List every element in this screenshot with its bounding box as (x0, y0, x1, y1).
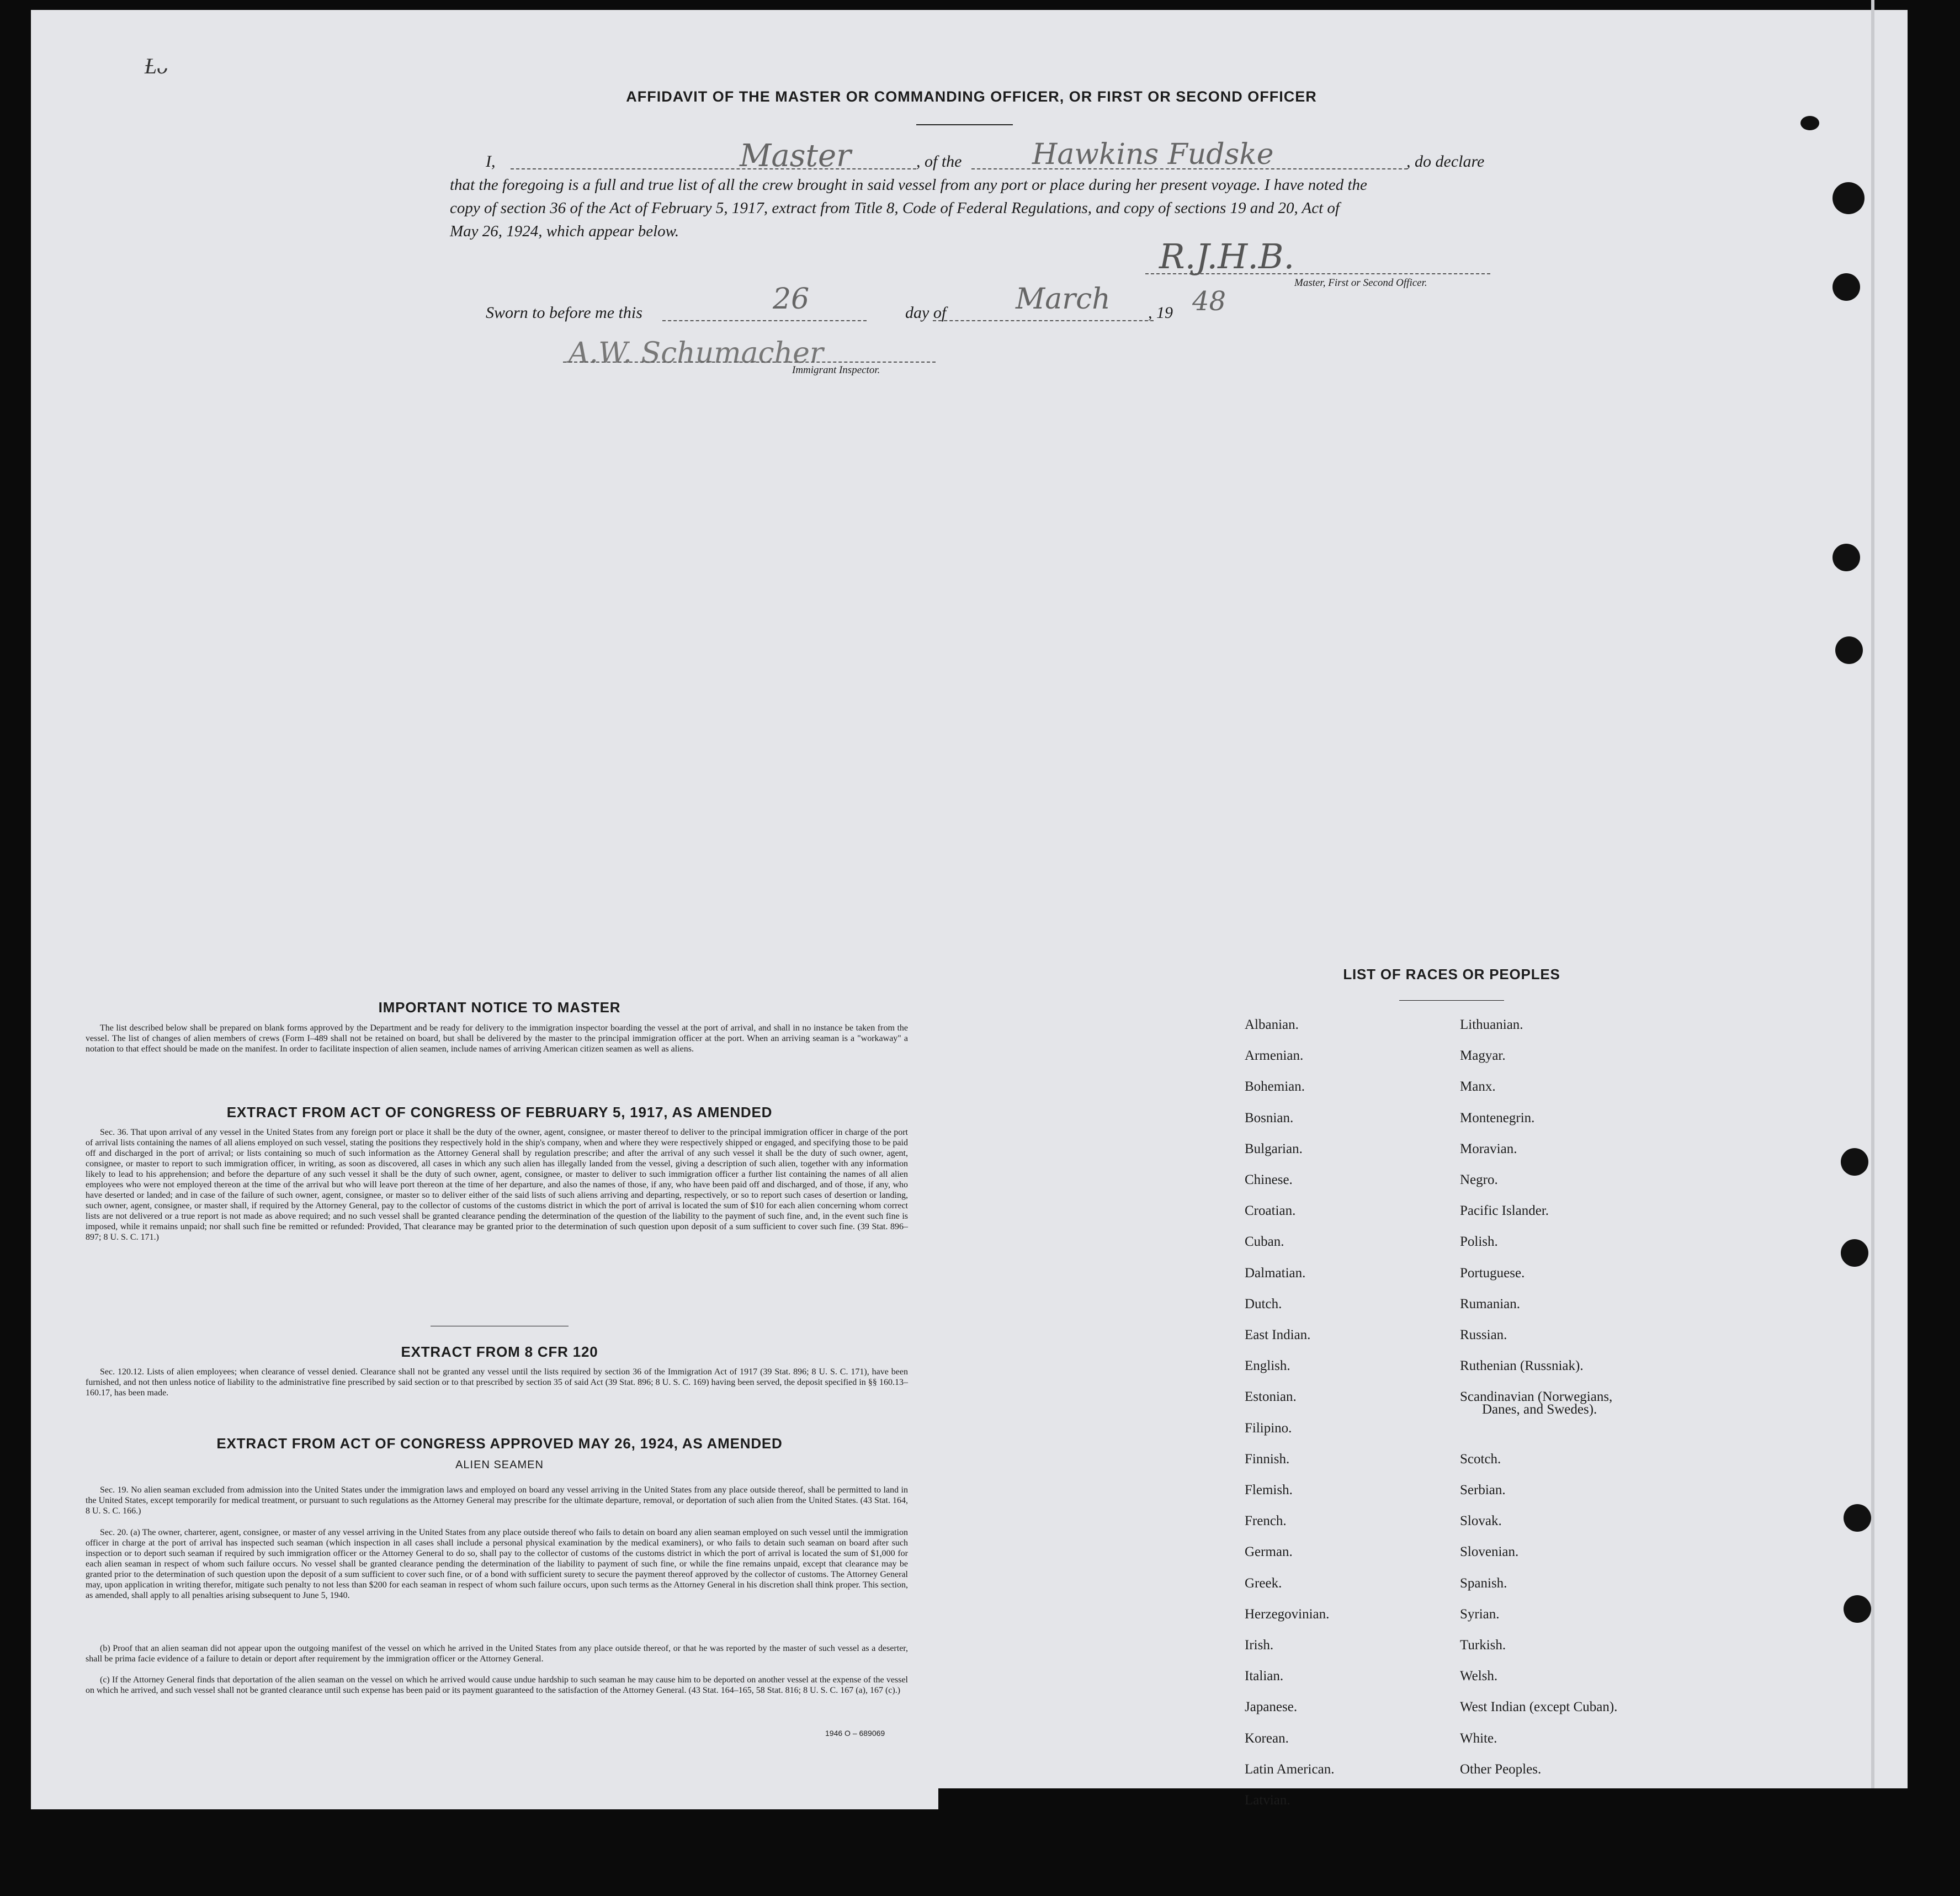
race-item: Serbian. (1460, 1483, 1506, 1497)
binder-hole (1844, 1504, 1871, 1532)
binder-hole (1841, 1148, 1868, 1176)
race-item: Italian. (1245, 1669, 1284, 1684)
of-the-label: , of the (916, 152, 962, 171)
race-item: Korean. (1245, 1730, 1289, 1746)
extract-cfr-title: EXTRACT FROM 8 CFR 120 (401, 1343, 598, 1360)
sworn-day: 26 (773, 283, 810, 316)
race-item: Slovak. (1460, 1513, 1502, 1529)
race-item: Albanian. (1245, 1017, 1299, 1032)
notice-title: IMPORTANT NOTICE TO MASTER (378, 999, 621, 1016)
race-item: East Indian. (1245, 1327, 1311, 1342)
race-item: Greek. (1245, 1575, 1282, 1591)
affidavit-line-2: that the foregoing is a full and true list of all the crew brought in said vessel from any port or place during her present voyage. I have noted the (450, 176, 1367, 194)
corner-pencil-mark: Ƚᴗ (145, 54, 168, 78)
rank-handwritten: Master (740, 138, 851, 174)
race-item: French. (1245, 1513, 1287, 1529)
page-bottom-tear (938, 1788, 1921, 1838)
race-item: Portuguese. (1460, 1265, 1525, 1281)
race-item: Dutch. (1245, 1296, 1282, 1311)
binder-hole (1835, 636, 1863, 664)
race-item: Slovenian. (1460, 1544, 1519, 1560)
inspector-label: Immigrant Inspector. (792, 364, 880, 376)
affidavit-title: AFFIDAVIT OF THE MASTER OR COMMANDING OFFICER, OR FIRST OR SECOND OFFICER (626, 88, 1317, 105)
affidavit-line-4: May 26, 1924, which appear below. (450, 222, 679, 240)
race-item: Spanish. (1460, 1575, 1507, 1591)
race-item: Scotch. (1460, 1451, 1501, 1467)
inspector-signature-line (563, 362, 936, 363)
binder-hole (1841, 1239, 1868, 1267)
year-prefix: , 19 (1148, 304, 1173, 322)
race-item: Montenegrin. (1460, 1110, 1535, 1125)
race-item: Estonian. (1245, 1389, 1297, 1405)
race-item: Polish. (1460, 1234, 1498, 1250)
race-item: Filipino. (1245, 1420, 1292, 1436)
notice-text: The list described below shall be prepared on blank forms approved by the Department and be ready for delivery to the immigration inspector boarding the vessel at the port of arrival, and shall in no instance be taken from the vessel. The list of changes of alien members of crews (Form I–489 shall not be retained on board, but shall be delivered by the master to the principal immigration officer at the port. When an arriving seaman is a "workaway" a notation to that effect should be made on the manifest. In order to facilitate inspection of alien seamen, include names of arriving American citizen seamen as well as aliens. (86, 1023, 908, 1054)
race-item: Chinese. (1245, 1172, 1293, 1187)
race-item: Turkish. (1460, 1638, 1506, 1653)
affidavit-line-1 (486, 150, 1490, 173)
officer-signature-line (1145, 273, 1490, 274)
affidavit-line-3: copy of section 36 of the Act of February 5, 1917, extract from Title 8, Code of Federal Regulations, and copy of sections 19 and 20, Act of (450, 199, 1340, 217)
race-item: West Indian (except Cuban). (1460, 1700, 1618, 1715)
race-item: Irish. (1245, 1638, 1274, 1653)
race-item: Armenian. (1245, 1048, 1304, 1064)
extract-1924-title: EXTRACT FROM ACT OF CONGRESS APPROVED MAY 26, 1924, AS AMENDED (216, 1435, 783, 1452)
race-item: Latin American. (1245, 1761, 1335, 1777)
race-item: Other Peoples. (1460, 1761, 1542, 1777)
race-item: White. (1460, 1730, 1497, 1746)
race-item: Flemish. (1245, 1483, 1293, 1497)
race-item: Negro. (1460, 1172, 1498, 1187)
binder-hole (1832, 544, 1860, 571)
race-item: Welsh. (1460, 1669, 1498, 1684)
extract-1917-text: Sec. 36. That upon arrival of any vessel in the United States from any foreign port or place it shall be the duty of the owner, agent, consignee, or master thereof to deliver to the principal immigration officer in charge of the port of arrival lists containing the names of all aliens employed on such vessel, stating the positions they respectively hold in the ship's company, when and where they were respectively shipped or engaged, and specifying those to be paid off and discharged in the port of arrival; or lists containing so much of such information as the Attorney General shall by regulation prescribe; and after the arrival of any such vessel it shall be the duty of such owner, agent, consignee, or master to report to such immigration officer, in writing, as soon as discovered, all cases in which any such alien has illegally landed from the vessel, giving a description of such alien, together with any information likely to lead to his apprehension; and before the departure of any such vessel it shall be the duty of such owner, agent, consignee, or master to deliver to such immigration officer a further list containing the names of all alien employees who were not employed thereon at the time of the arrival but who will leave port thereon at the time of her departure, and also the names of those, if any, who have been paid off and discharged, and of those, if any, who have deserted or landed; and in case of the failure of such owner, agent, consignee, or master so to deliver either of the said lists of such aliens arriving and departing, respectively, or so to report such cases of desertion or landing, such owner, agent, consignee, or master shall, if required by the Attorney General, pay to the collector of customs of the customs district in which the port of arrival is located the sum of $10 for each alien concerning whom correct lists are not delivered or a true report is not made as above required; and no such vessel shall be granted clearance pending the determination of the question of the liability to the payment of such fine, and, in the event such fine is imposed, while it remains unpaid; nor shall such fine be remitted or refunded: Provided, That clearance may be granted prior to the determination of such question upon deposit of a sum sufficient to cover such fine. (39 Stat. 896–897; 8 U. S. C. 171.) (86, 1128, 908, 1242)
binder-hole (1832, 182, 1865, 214)
race-item: Manx. (1460, 1079, 1496, 1095)
sworn-month: March (1016, 283, 1111, 316)
race-item: Magyar. (1460, 1048, 1506, 1064)
race-item: Pacific Islander. (1460, 1203, 1549, 1219)
officer-label: Master, First or Second Officer. (1294, 277, 1427, 289)
races-title: LIST OF RACES OR PEOPLES (1343, 966, 1560, 982)
do-declare-label: , do declare (1406, 152, 1485, 171)
sec20b-text: (b) Proof that an alien seaman did not appear upon the outgoing manifest of the vessel on which he arrived in the United States from any place outside thereof, or that he was reported by the master of such vessel as a deserter, shall be prima facie evidence of a failure to detain or deport after requirement by the immigration officer or the Attorney General. (86, 1644, 908, 1664)
race-scandinavian-cont: Danes, and Swedes). (1482, 1402, 1597, 1417)
day-of-label: day of (905, 304, 947, 322)
race-item: German. (1245, 1544, 1293, 1560)
race-item: Japanese. (1245, 1700, 1298, 1715)
race-item: English. (1245, 1358, 1290, 1374)
binder-hole (1800, 116, 1819, 130)
vessel-handwritten: Hawkins Fudske (1032, 138, 1274, 171)
race-item: Scandinavian (Norwegians, (1460, 1389, 1613, 1405)
sec19-text: Sec. 19. No alien seaman excluded from admission into the United States under the immigration laws and employed on board any vessel arriving in the United States from any place outside thereof, shall be permitted to land in the United States, except temporarily for medical treatment, or pursuant to such regulations as the Attorney General may prescribe for the ultimate departure, removal, or deportation of such alien from the United States. (43 Stat. 164, 8 U. S. C. 166.) (86, 1485, 908, 1516)
race-item: Herzegovinian. (1245, 1606, 1330, 1622)
sworn-prefix: Sworn to before me this (486, 304, 642, 322)
races-divider (1399, 1000, 1504, 1001)
race-item: Croatian. (1245, 1203, 1296, 1219)
race-item: Latvian. (1245, 1793, 1290, 1808)
sec20a-text: Sec. 20. (a) The owner, charterer, agent, consignee, or master of any vessel arriving in the United States from any place outside thereof who fails to detain on board any alien seaman employed on such vessel until the immigration officer in charge at the port of arrival has inspected such seaman (which inspection in all cases shall include a personal physical examination by the medical examiners), or who fails to detain such seaman on board after such inspection or to deport such seaman if required by such immigration officer or the Attorney General to do so, shall pay to the collector of customs of the customs district in which the port of arrival is located the sum of $1,000 for each alien seaman in respect of whom such failure occurs. No vessel shall be granted clearance pending the determination of the liability to payment of such fine, or while the fine remains unpaid, except that clearance may be granted prior to the determination of such question upon the deposit of a sum sufficient to cover such fine, or of a bond with sufficient surety to secure the payment thereof approved by the collector of customs. The Attorney General may, upon application in writing therefor, mitigate such penalty to not less than $200 for each seaman in respect of whom such failure occurs, upon such terms as the Attorney General in his discretion shall think proper. This section, as amended, shall apply to all penalties arising subsequent to June 5, 1940. (86, 1528, 908, 1600)
race-item: Rumanian. (1460, 1296, 1521, 1311)
race-item: Bulgarian. (1245, 1141, 1303, 1156)
race-item: Lithuanian. (1460, 1017, 1523, 1032)
officer-signature: R.J.H.B. (1159, 236, 1295, 277)
i-prefix: I, (486, 152, 496, 171)
binder-hole (1844, 1595, 1871, 1623)
extract-1917-title: EXTRACT FROM ACT OF CONGRESS OF FEBRUARY 5, 1917, AS AMENDED (226, 1104, 773, 1120)
race-item: Bosnian. (1245, 1110, 1294, 1125)
race-item: Ruthenian (Russniak). (1460, 1358, 1584, 1374)
race-item: Cuban. (1245, 1234, 1284, 1250)
title-divider (916, 124, 1013, 125)
print-code: 1946 O – 689069 (825, 1729, 885, 1738)
page-edge-fold (1871, 0, 1874, 1810)
race-item: Dalmatian. (1245, 1265, 1306, 1281)
race-item: Syrian. (1460, 1606, 1500, 1622)
year-handwritten: 48 (1192, 286, 1226, 317)
inspector-signature: A.W. Schumacher (569, 337, 824, 370)
binder-hole (1832, 273, 1860, 301)
sec20c-text: (c) If the Attorney General finds that deportation of the alien seaman on the vessel on which he arrived would cause undue hardship to such seaman he may cause him to be deported on another vessel at the expense of the vessel on which he arrived, and such vessel shall not be granted clearance until such expense has been paid or its payment guaranteed to the satisfaction of the Attorney General. (43 Stat. 164–165, 58 Stat. 816; 8 U. S. C. 167 (a), 167 (c).) (86, 1675, 908, 1695)
day-field-line (662, 320, 867, 321)
race-item: Moravian. (1460, 1141, 1517, 1156)
race-item: Russian. (1460, 1327, 1507, 1342)
race-item: Finnish. (1245, 1451, 1290, 1467)
month-field-line (933, 320, 1154, 321)
rank-field-line (511, 168, 916, 169)
extract-cfr-text: Sec. 120.12. Lists of alien employees; when clearance of vessel denied. Clearance shall not be granted any vessel until the lists required by section 36 of the Immigration Act of 1917 (39 Stat. 896; 8 U. S. C. 171), have been furnished, and not then unless notice of liability to the administrative fine prescribed by said section or to that prescribed by section 35 of said Act (39 Stat. 896; 8 U. S. C. 169) having been served, the deposit specified in §§ 160.13–160.17, has been made. (86, 1367, 908, 1398)
race-item: Bohemian. (1245, 1079, 1305, 1095)
alien-seamen-subtitle: ALIEN SEAMEN (455, 1459, 544, 1471)
